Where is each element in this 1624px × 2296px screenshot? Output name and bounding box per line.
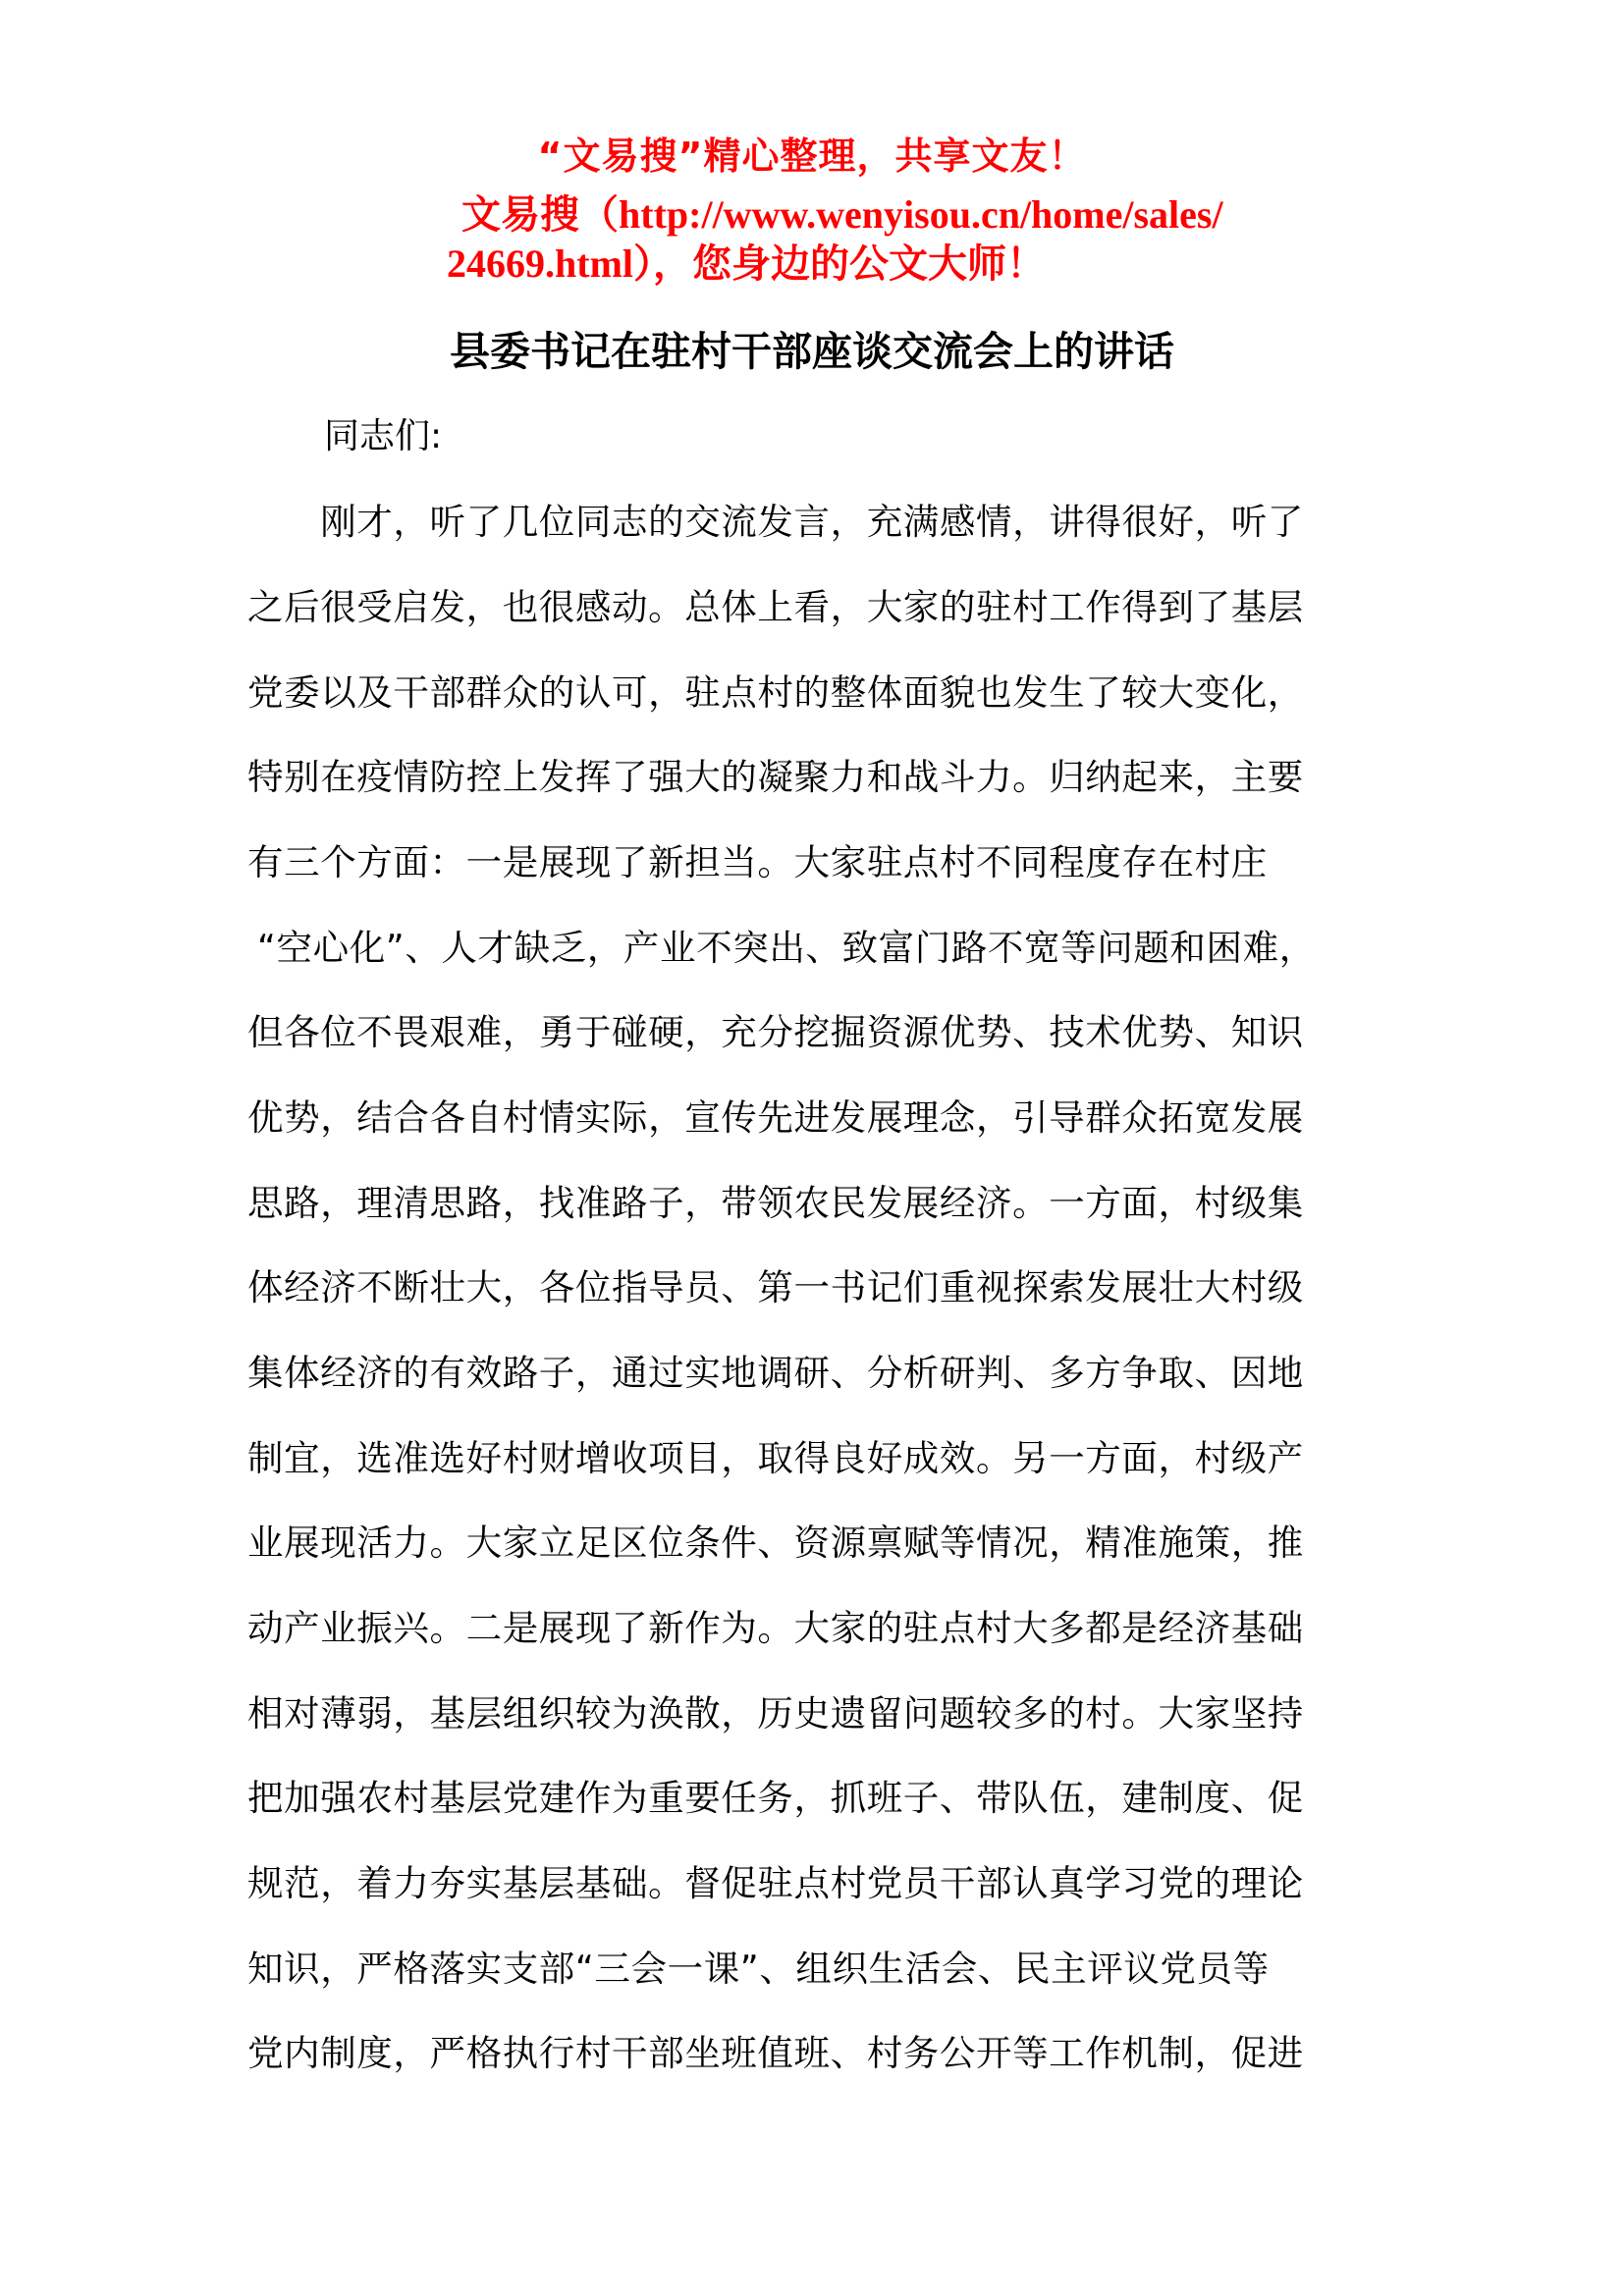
body-line: 动产业振兴。二是展现了新作为。大家的驻点村大多都是经济基础 bbox=[247, 1607, 1304, 1649]
body-line: 把加强农村基层党建作为重要任务，抓班子、带队伍，建制度、促 bbox=[247, 1777, 1304, 1819]
body-line: 集体经济的有效路子，通过实地调研、分析研判、多方争取、因地 bbox=[247, 1352, 1304, 1394]
body-line: 党内制度，严格执行村干部坐班值班、村务公开等工作机制，促进 bbox=[247, 2032, 1304, 2074]
document-title: 县委书记在驻村干部座谈交流会上的讲话 bbox=[450, 328, 1174, 375]
body-line: 知识，严格落实支部“三会一课”、组织生活会、民主评议党员等 bbox=[247, 1948, 1270, 1990]
banner-url-part-1[interactable]: http://www.wenyisou.cn/home/sales/ bbox=[619, 192, 1223, 237]
body-line: 党委以及干部群众的认可，驻点村的整体面貌也发生了较大变化， bbox=[247, 671, 1304, 714]
body-line: 有三个方面：一是展现了新担当。大家驻点村不同程度存在村庄 bbox=[247, 841, 1268, 883]
banner-line-1 bbox=[0, 126, 1624, 180]
body-line: 制宜，选准选好村财增收项目，取得良好成效。另一方面，村级产 bbox=[247, 1437, 1304, 1479]
body-line: 相对薄弱，基层组织较为涣散，历史遗留问题较多的村。大家坚持 bbox=[247, 1692, 1304, 1735]
body-line: 业展现活力。大家立足区位条件、资源禀赋等情况，精准施策，推 bbox=[247, 1522, 1304, 1564]
banner-tagline: ），您身边的公文大师！ bbox=[633, 241, 1046, 287]
body-line: 优势，结合各自村情实际，宣传先进发展理念，引导群众拓宽发展 bbox=[247, 1096, 1304, 1139]
body-line: 但各位不畏艰难，勇于碰硬，充分挖掘资源优势、技术优势、知识 bbox=[247, 1011, 1304, 1053]
banner-line-3 bbox=[447, 233, 1046, 289]
body-line: 规范，着力夯实基层基础。督促驻点村党员干部认真学习党的理论 bbox=[247, 1862, 1304, 1904]
banner-line-2 bbox=[461, 184, 1223, 240]
body-line: 思路，理清思路，找准路子，带领农民发展经济。一方面，村级集 bbox=[247, 1182, 1304, 1224]
body-line: 体经济不断壮大，各位指导员、第一书记们重视探索发展壮大村级 bbox=[247, 1266, 1304, 1308]
banner-brand: 文易搜（ bbox=[461, 192, 619, 238]
banner-url-part-2[interactable]: 24669.html bbox=[447, 241, 633, 286]
body-line: 之后很受启发，也很感动。总体上看，大家的驻村工作得到了基层 bbox=[247, 586, 1304, 628]
salutation: 同志们: bbox=[324, 416, 443, 456]
body-line: 刚才，听了几位同志的交流发言，充满感情，讲得很好，听了 bbox=[247, 501, 1304, 543]
body-line: 特别在疫情防控上发挥了强大的凝聚力和战斗力。归纳起来，主要 bbox=[247, 756, 1304, 798]
banner-slogan: “文易搜”精心整理，共享文友！ bbox=[537, 134, 1087, 178]
body-line: “空心化”、人才缺乏，产业不突出、致富门路不宽等问题和困难， bbox=[257, 927, 1316, 969]
